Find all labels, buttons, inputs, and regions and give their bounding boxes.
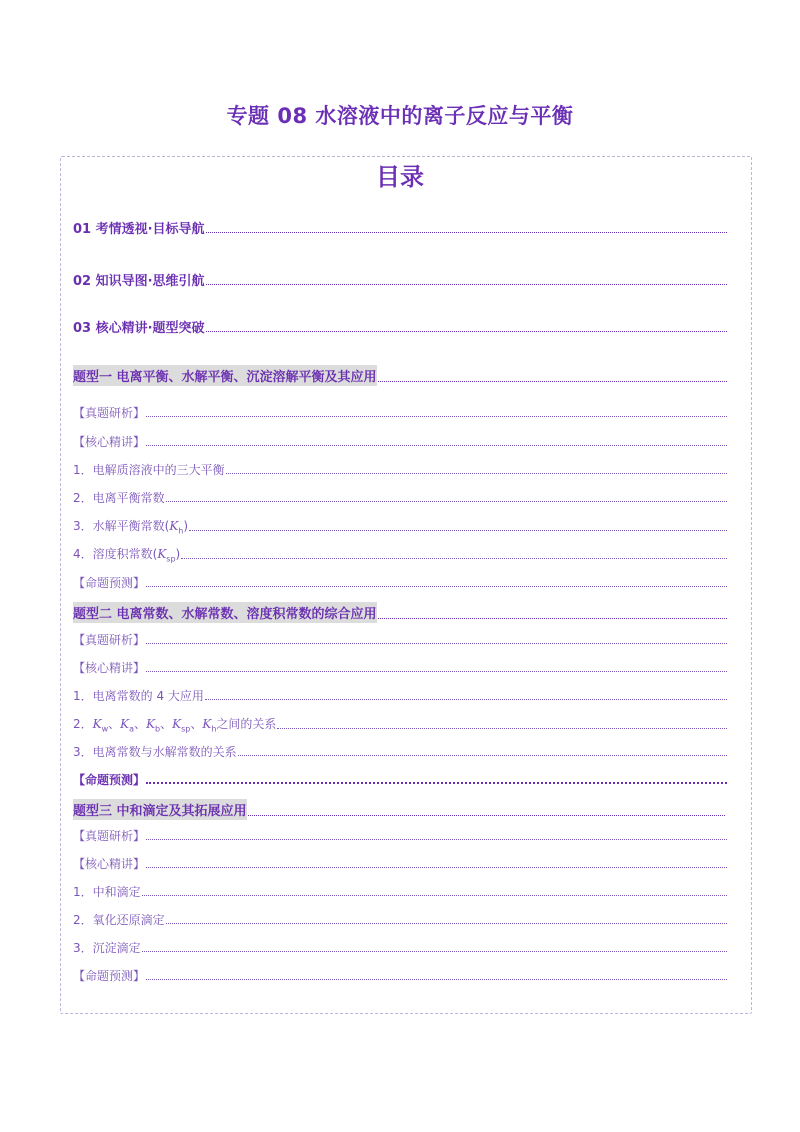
dot-leader bbox=[166, 501, 727, 502]
dot-leader bbox=[146, 839, 727, 840]
dot-leader bbox=[205, 699, 727, 700]
toc-entry-exam-overview[interactable] bbox=[73, 218, 727, 237]
toc-entry-label: 【命题预测】 bbox=[73, 969, 146, 983]
toc-entry-s2-item-1[interactable] bbox=[73, 687, 727, 704]
toc-entry-label: 03 核心精讲·题型突破 bbox=[73, 321, 205, 336]
toc-section-3[interactable] bbox=[73, 799, 725, 820]
toc-entry-s3-item-1[interactable] bbox=[73, 883, 727, 900]
toc-entry-label: 【命题预测】 bbox=[73, 773, 146, 787]
toc-heading: 目录 bbox=[376, 163, 424, 191]
dot-leader bbox=[142, 895, 727, 896]
dot-leader bbox=[181, 558, 727, 559]
toc-entry-label: 4．溶度积常数$(K_{sp})$ bbox=[73, 547, 181, 564]
toc-entry-label: 02 知识导图·思维引航 bbox=[73, 274, 205, 289]
toc-entry-label: 3．电离常数与水解常数的关系 bbox=[73, 745, 237, 759]
toc-entry-label: 1．电离常数的 4 大应用 bbox=[73, 689, 204, 703]
toc-entry-core-lecture[interactable] bbox=[73, 317, 727, 336]
dot-leader bbox=[248, 815, 725, 816]
dot-leader bbox=[206, 284, 727, 285]
dot-leader bbox=[146, 643, 727, 644]
dot-leader bbox=[206, 331, 727, 332]
toc-entry-knowledge-map[interactable] bbox=[73, 270, 727, 289]
toc-entry-s3-prediction[interactable] bbox=[73, 967, 727, 984]
toc-entry-label: 2．氧化还原滴定 bbox=[73, 913, 165, 927]
dot-leader bbox=[238, 755, 727, 756]
toc-entry-s1-item-1[interactable] bbox=[73, 461, 727, 478]
dot-leader bbox=[226, 473, 727, 474]
toc-entry-s3-item-2[interactable] bbox=[73, 911, 727, 928]
dot-leader bbox=[146, 586, 727, 587]
toc-entry-label: 【真题研析】 bbox=[73, 406, 146, 420]
toc-entry-label: 2．$K_w$、$K_a$、$K_b$、$K_{sp}$、$K_h$之间的关系 bbox=[73, 717, 277, 734]
dot-leader bbox=[146, 416, 727, 417]
dot-leader bbox=[146, 671, 727, 672]
toc-entry-label: 【核心精讲】 bbox=[73, 435, 146, 449]
toc-entry-label: 3．水解平衡常数$(K_h)$ bbox=[73, 519, 189, 536]
toc-entry-s2-core[interactable] bbox=[73, 659, 727, 676]
dot-leader bbox=[277, 728, 727, 729]
dot-leader bbox=[146, 445, 727, 446]
dot-leader bbox=[142, 951, 727, 952]
toc-section-1[interactable] bbox=[73, 365, 727, 386]
toc-entry-label: 2．电离平衡常数 bbox=[73, 491, 165, 505]
toc-section-label: 题型一 电离平衡、水解平衡、沉淀溶解平衡及其应用 bbox=[73, 365, 377, 386]
dot-leader bbox=[378, 618, 727, 619]
dot-leader bbox=[146, 782, 727, 784]
toc-entry-label: 01 考情透视·目标导航 bbox=[73, 222, 205, 237]
toc-entry-label: 1．中和滴定 bbox=[73, 885, 141, 899]
toc-entry-label: 【真题研析】 bbox=[73, 633, 146, 647]
dot-leader bbox=[146, 867, 727, 868]
dot-leader bbox=[378, 381, 727, 382]
toc-entry-s1-prediction[interactable] bbox=[73, 574, 727, 591]
toc-entry-s1-core[interactable] bbox=[73, 433, 727, 450]
toc-entry-s1-item-2[interactable] bbox=[73, 489, 727, 506]
toc-section-label: 题型二 电离常数、水解常数、溶度积常数的综合应用 bbox=[73, 602, 377, 623]
dot-leader bbox=[166, 923, 727, 924]
toc-entry-s2-item-2[interactable] bbox=[73, 715, 727, 733]
document-title: 专题 08 水溶液中的离子反应与平衡 bbox=[226, 104, 574, 128]
toc-entry-s2-item-3[interactable] bbox=[73, 743, 727, 760]
toc-entry-label: 1．电解质溶液中的三大平衡 bbox=[73, 463, 225, 477]
toc-entry-s2-prediction[interactable] bbox=[73, 771, 727, 788]
toc-entry-s3-core[interactable] bbox=[73, 855, 727, 872]
toc-entry-s1-item-3[interactable] bbox=[73, 517, 727, 535]
toc-entry-label: 3．沉淀滴定 bbox=[73, 941, 141, 955]
toc-entry-label: 【核心精讲】 bbox=[73, 857, 146, 871]
toc-entry-s1-item-4[interactable] bbox=[73, 545, 727, 563]
toc-entry-label: 【核心精讲】 bbox=[73, 661, 146, 675]
dot-leader bbox=[189, 530, 727, 531]
toc-entry-s3-real-exam[interactable] bbox=[73, 827, 727, 844]
dot-leader bbox=[206, 232, 727, 233]
toc-entry-s2-real-exam[interactable] bbox=[73, 631, 727, 648]
toc-entry-label: 【命题预测】 bbox=[73, 576, 146, 590]
toc-entry-s1-real-exam[interactable] bbox=[73, 404, 727, 421]
toc-entry-label: 【真题研析】 bbox=[73, 829, 146, 843]
dot-leader bbox=[146, 979, 727, 980]
toc-entry-s3-item-3[interactable] bbox=[73, 939, 727, 956]
toc-section-2[interactable] bbox=[73, 602, 727, 623]
toc-section-label: 题型三 中和滴定及其拓展应用 bbox=[73, 799, 247, 820]
